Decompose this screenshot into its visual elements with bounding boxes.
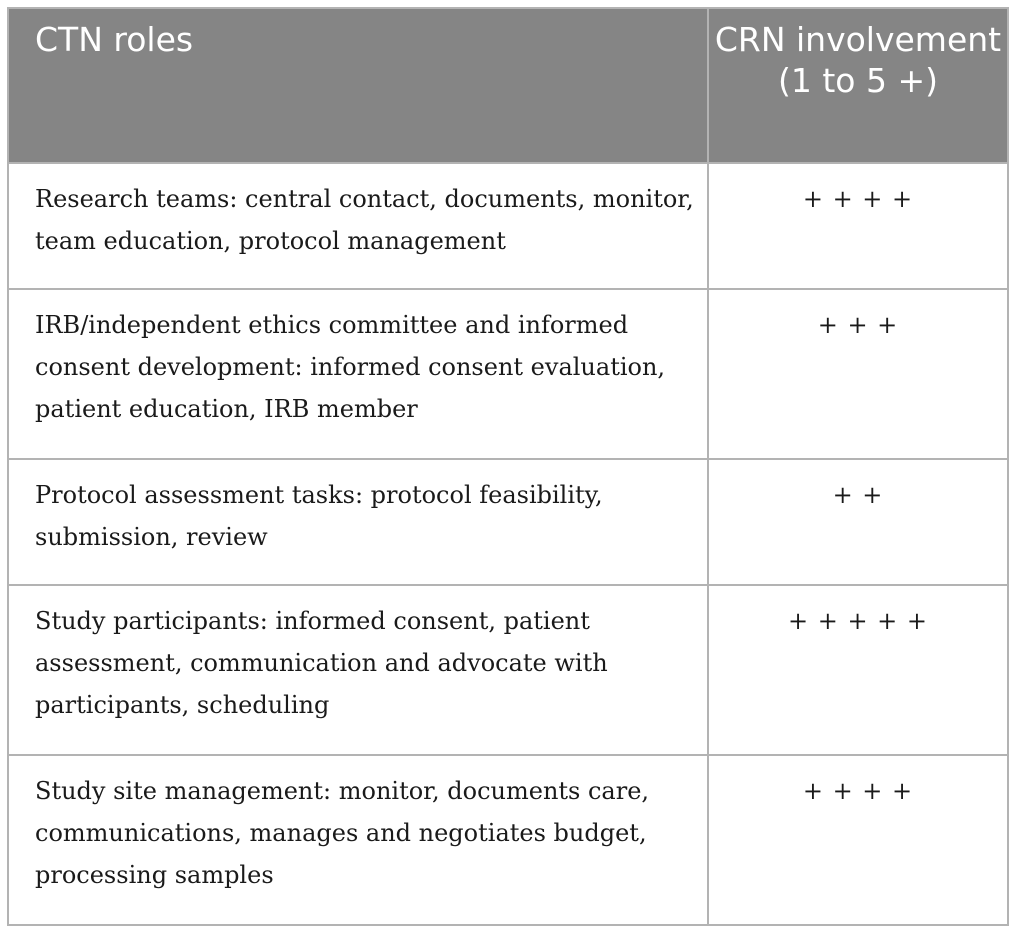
header-ctn-roles: CTN roles [8, 8, 708, 163]
involvement-cell: + + + + + [708, 585, 1008, 755]
involvement-cell: + + [708, 459, 1008, 585]
table-row [8, 459, 1008, 585]
ctn-roles-table [7, 7, 1009, 926]
table-row [8, 585, 1008, 755]
involvement-cell: + + + [708, 289, 1008, 459]
role-cell: Study participants: informed consent, patient assessment, communication and advocate with participants, scheduling [8, 585, 708, 755]
involvement-cell: + + + + [708, 163, 1008, 289]
table-row [8, 289, 1008, 459]
involvement-cell: + + + + [708, 755, 1008, 925]
table-header-row [8, 8, 1008, 163]
table-row [8, 163, 1008, 289]
role-cell: Protocol assessment tasks: protocol feasibility, submission, review [8, 459, 708, 585]
table-row [8, 755, 1008, 925]
header-crn-involvement: CRN involvement (1 to 5 +) [708, 8, 1008, 163]
role-cell: Study site management: monitor, documents care, communications, manages and negotiates budget, processing samples [8, 755, 708, 925]
role-cell: IRB/independent ethics committee and informed consent development: informed consent evaluation, patient education, IRB member [8, 289, 708, 459]
role-cell: Research teams: central contact, documents, monitor, team education, protocol management [8, 163, 708, 289]
